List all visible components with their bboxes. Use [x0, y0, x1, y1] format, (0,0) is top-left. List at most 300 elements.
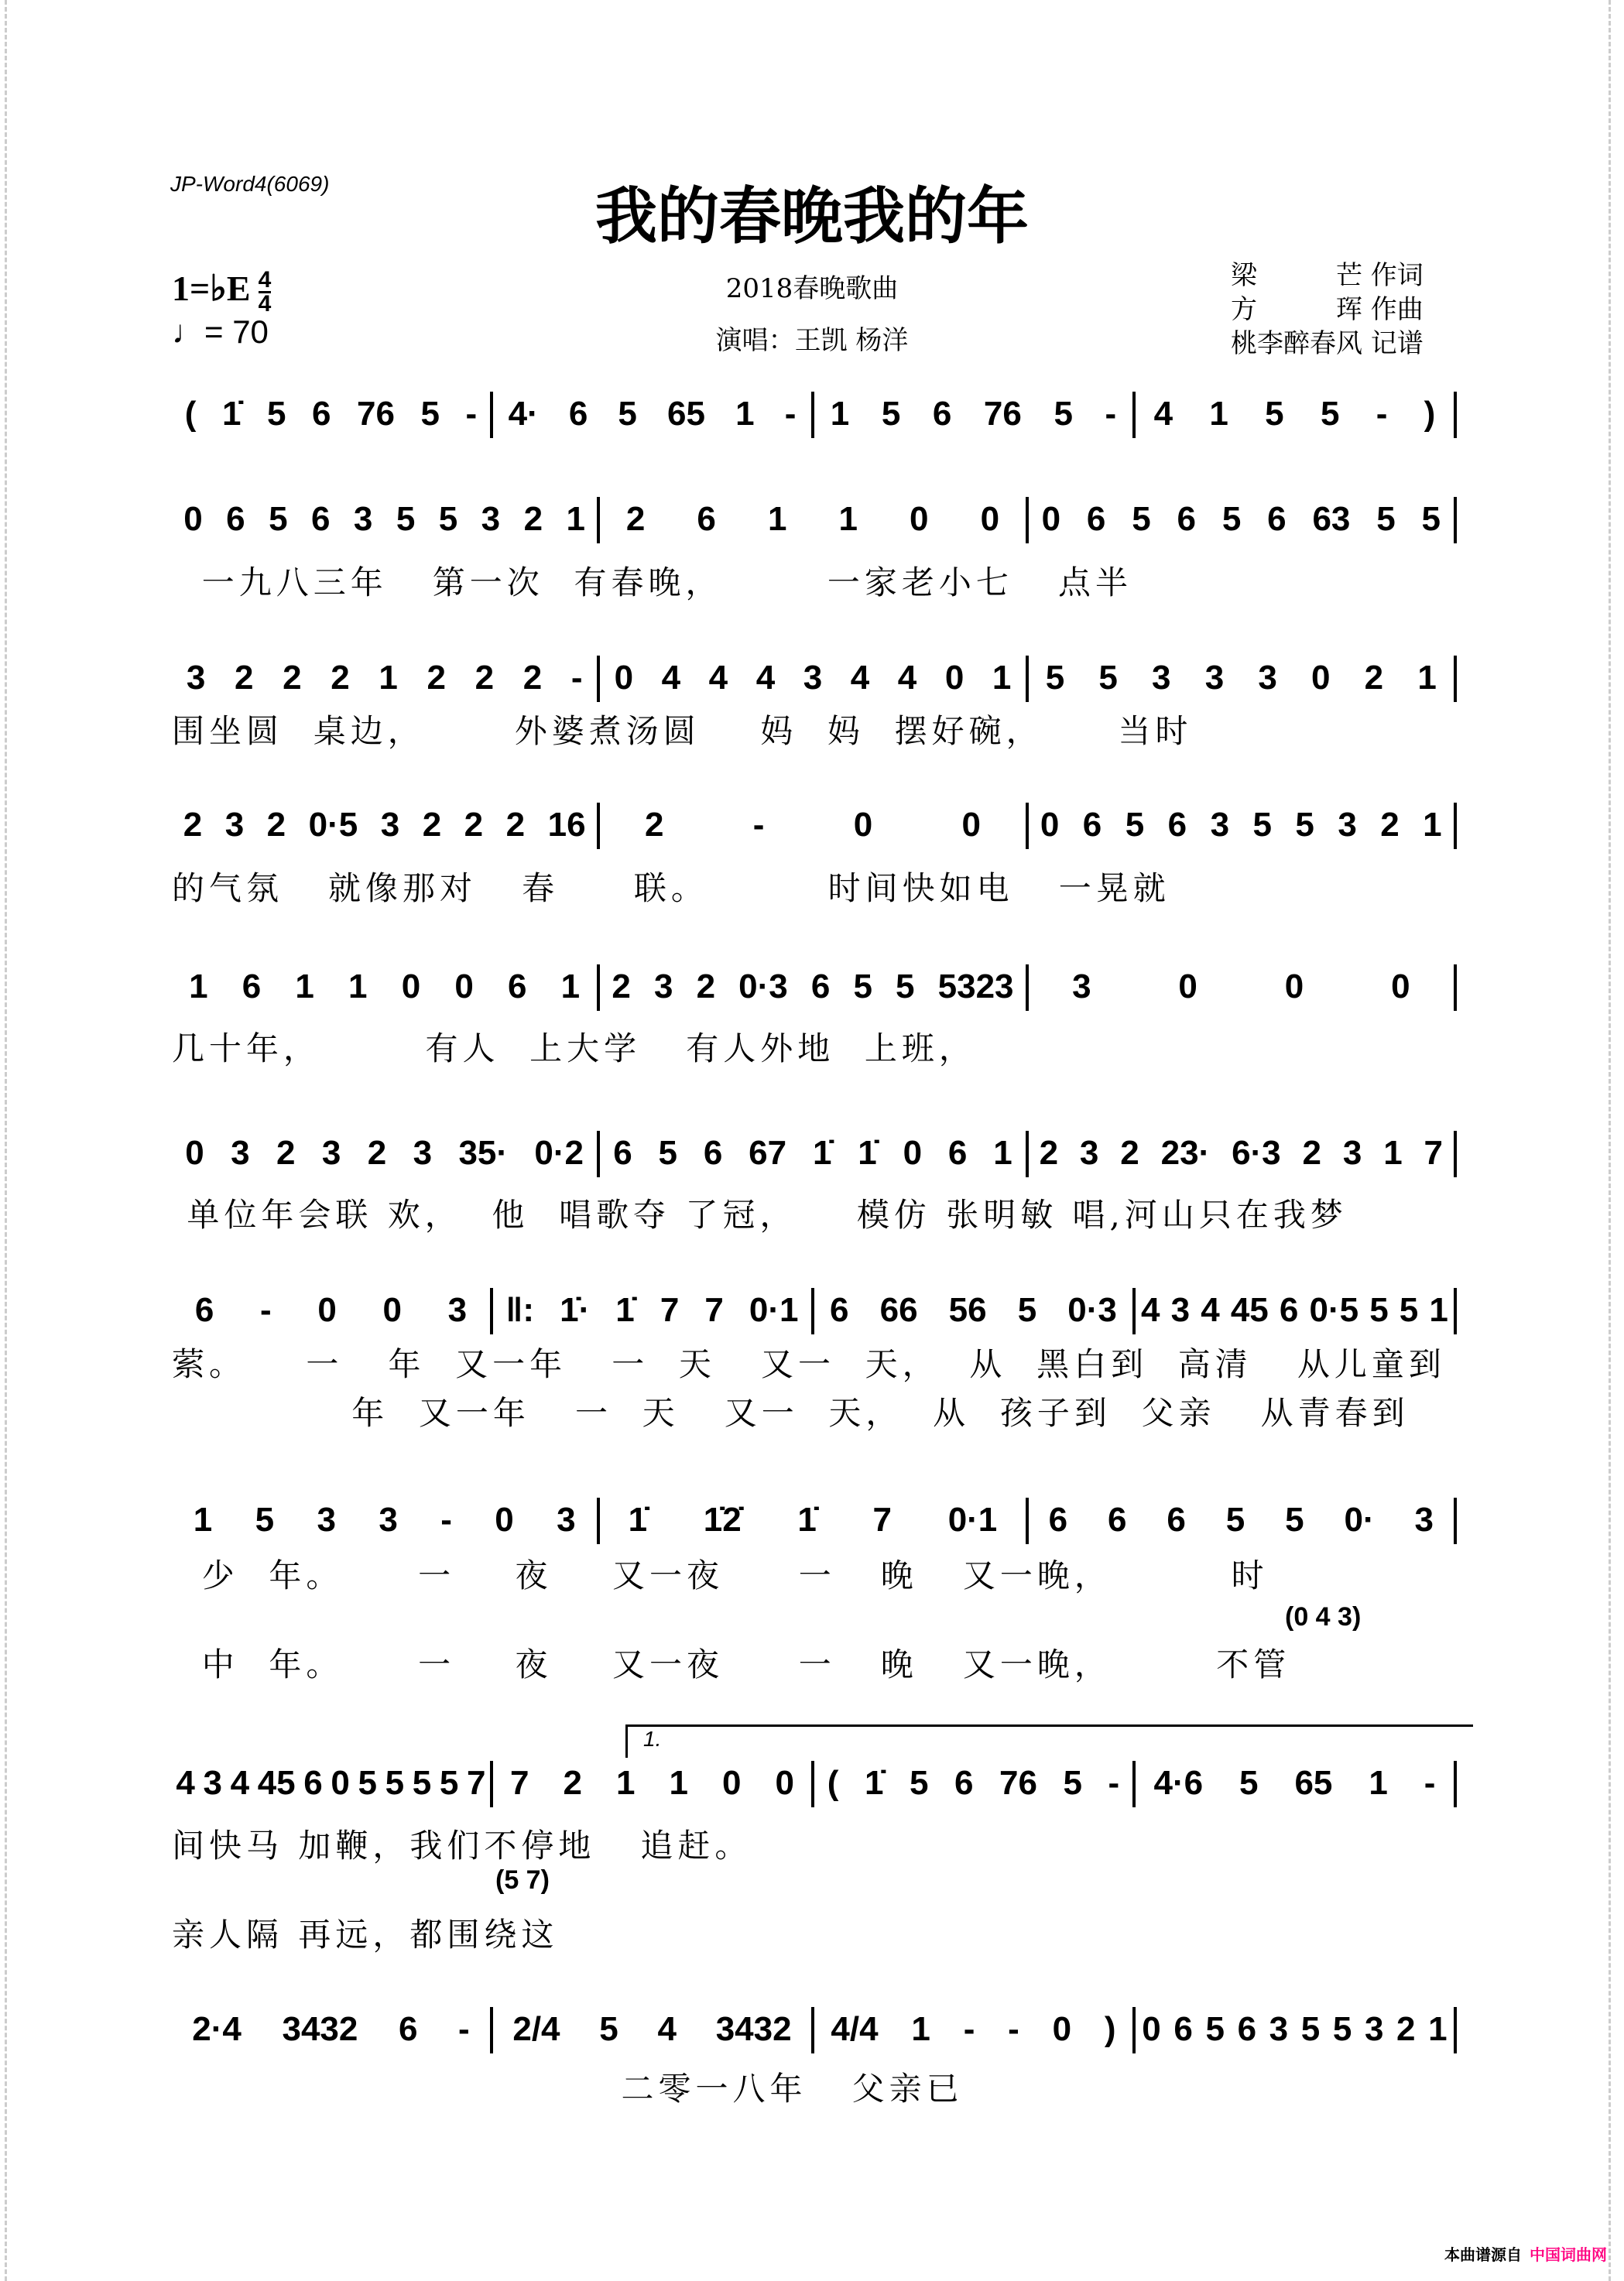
note: 3 [380, 805, 400, 844]
performers: 演唱：王凯 杨洋 [715, 325, 909, 356]
note: 3 [1079, 1133, 1099, 1172]
note: 3432 [282, 2009, 358, 2048]
measure [600, 497, 1028, 543]
note: 0 [382, 1290, 402, 1329]
note: 0·3 [738, 967, 788, 1005]
note: 1 [1428, 2009, 1448, 2048]
score-system [172, 2007, 1457, 2053]
note: 2 [475, 658, 495, 697]
note: - [465, 394, 478, 433]
note: 63 [1312, 499, 1351, 538]
note: 3 [1269, 2009, 1289, 2048]
note: 4 [230, 1763, 250, 1802]
note: 6 [1177, 499, 1196, 538]
note: 3 [186, 658, 206, 697]
note: 2 [505, 805, 526, 844]
note: 5 [1300, 2009, 1321, 2048]
note: 0 [317, 1290, 337, 1329]
note: 5 [1017, 1290, 1037, 1329]
note: 67 [749, 1133, 787, 1172]
note: 3 [653, 967, 673, 1005]
note: 3 [1342, 1133, 1362, 1172]
note: 6 [310, 499, 331, 538]
note: 6 [303, 1763, 323, 1802]
note: 5 [1054, 394, 1073, 433]
note: 4/4 [831, 2009, 879, 2048]
note: 2 [234, 658, 254, 697]
note: 1 [566, 499, 585, 538]
note: 2 [563, 1763, 582, 1802]
note: 76 [983, 394, 1022, 433]
score-system [172, 1498, 1457, 1544]
measure [1029, 497, 1457, 543]
note: 6 [1173, 2009, 1193, 2048]
measure [172, 1498, 600, 1544]
note: 5 [599, 2009, 618, 2048]
note: 2 [1380, 805, 1400, 844]
note: 6 [1237, 2009, 1257, 2048]
note: 5 [1376, 499, 1396, 538]
note: 3 [1210, 805, 1230, 844]
note: - [458, 2009, 470, 2048]
note: 7 [1424, 1133, 1444, 1172]
note: 0 [1040, 805, 1060, 844]
note: 1 [1423, 805, 1442, 844]
measure [1029, 1131, 1457, 1177]
measure [1136, 1761, 1457, 1807]
note: 1 [992, 658, 1012, 697]
note: 35· [458, 1133, 509, 1172]
note: 56 [948, 1290, 987, 1329]
note: 6 [1048, 1500, 1068, 1539]
note: 0 [944, 658, 964, 697]
note: 66 [879, 1290, 918, 1329]
measure [600, 964, 1028, 1011]
note: 1̇2̇ [703, 1500, 742, 1539]
note: 0 [903, 1133, 923, 1172]
measure [814, 1761, 1136, 1807]
note: 65 [667, 394, 705, 433]
note: 76 [999, 1763, 1037, 1802]
note: 2 [464, 805, 484, 844]
note: 5 [1285, 1500, 1304, 1539]
note: 3 [447, 1290, 468, 1329]
note: 3 [353, 499, 373, 538]
note: 6 [810, 967, 831, 1005]
measure [172, 2007, 493, 2053]
note: 5 [439, 1763, 459, 1802]
note: 2 [1302, 1133, 1321, 1172]
note: 65 [1294, 1763, 1333, 1802]
lyric-line: 亲人隔 再远，都围绕这 [172, 1916, 559, 1954]
note: 5 [1098, 658, 1118, 697]
note: 6 [1082, 805, 1102, 844]
note: 1̇ [864, 1763, 884, 1802]
note: 2 [612, 967, 631, 1005]
note: 5 [1125, 805, 1145, 844]
score-system [172, 964, 1457, 1011]
note: 4 [1201, 1290, 1220, 1329]
measure [600, 803, 1028, 849]
note: 5 [658, 1133, 678, 1172]
note: 5 [1252, 805, 1272, 844]
note: 0 [1178, 967, 1197, 1005]
note: 1 [838, 499, 858, 538]
measure [814, 392, 1136, 438]
note: 5 [618, 394, 637, 433]
lyric-line: 二零一八年 父亲已 [172, 2070, 964, 2108]
note: 0 [1284, 967, 1304, 1005]
note: 0 [722, 1763, 742, 1802]
note: 5 [1320, 394, 1340, 433]
note: 3 [321, 1133, 341, 1172]
note: 3 [1258, 658, 1277, 697]
note: 0 [980, 499, 1000, 538]
note: 0 [853, 805, 873, 844]
note: 2 [331, 658, 350, 697]
note: 4·6 [1153, 1763, 1204, 1802]
note: 5 [1221, 499, 1242, 538]
note: 0 [183, 499, 203, 538]
note: 0 [454, 967, 474, 1005]
note: 45 [1230, 1290, 1269, 1329]
note: 16 [547, 805, 586, 844]
note: 4 [657, 2009, 677, 2048]
note: 0·5 [1309, 1290, 1359, 1329]
lyric-line: 单位年会联 欢， 他 唱歌夺 了冠， 模仿 张明敏 唱,河山只在我梦 [172, 1196, 1348, 1234]
note: 3 [557, 1500, 576, 1539]
note: 3 [379, 1500, 398, 1539]
note: 4 [1141, 1290, 1160, 1329]
note: 6 [398, 2009, 418, 2048]
note: 5 [881, 394, 901, 433]
score-system [172, 803, 1457, 849]
note: 2 [283, 658, 302, 697]
note: 5 [1265, 394, 1284, 433]
measure [1029, 656, 1457, 702]
note: 2/4 [512, 2009, 560, 2048]
time-sig-top: 4 [258, 266, 272, 293]
note: 6·3 [1232, 1133, 1281, 1172]
measure [493, 392, 814, 438]
transcriber: 桃李醉春风 记谱 [1231, 328, 1424, 359]
volta-bracket: 1. [625, 1724, 1473, 1758]
note: 6 [568, 394, 588, 433]
measure [493, 1761, 814, 1807]
lyric-line: 间快马 加鞭，我们不停地 追赶。 [172, 1827, 752, 1865]
note: 3 [1338, 805, 1357, 844]
lyric-line: 萦。 一 年 又一年 一 天 又一 天， 从 黑白到 高清 从儿童到 [172, 1345, 1446, 1383]
measure [172, 803, 600, 849]
note: 2 [183, 805, 203, 844]
note: 76 [357, 394, 395, 433]
note: 6 [1086, 499, 1106, 538]
tempo: ♩= 70 [172, 313, 269, 350]
note: 5 [909, 1763, 929, 1802]
note: 3 [1072, 967, 1091, 1005]
score-system [172, 392, 1457, 438]
note: 3 [1414, 1500, 1434, 1539]
measure [600, 1498, 1028, 1544]
note: 3 [231, 1133, 250, 1172]
note: 1 [1209, 394, 1228, 433]
note: 45 [257, 1763, 296, 1802]
note: 6 [311, 394, 331, 433]
note: 5 [1399, 1290, 1419, 1329]
note: 1 [193, 1500, 213, 1539]
note: 5 [853, 967, 872, 1005]
note: 7 [704, 1290, 724, 1329]
note: 6 [1107, 1500, 1127, 1539]
note: - [1105, 394, 1117, 433]
note: 6 [1267, 499, 1287, 538]
note: 1 [993, 1133, 1012, 1172]
note: 2 [1120, 1133, 1139, 1172]
lyric-line: 少 年。 一 夜 又一夜 一 晚 又一晚， 时 [172, 1557, 1269, 1594]
note: 0 [1052, 2009, 1072, 2048]
score-system [172, 1761, 1457, 1807]
lyric-line: 的气氛 就像那对 春 联。 时间快如电 一晃就 [172, 869, 1170, 907]
note: 5 [1063, 1763, 1082, 1802]
note: 6 [954, 1763, 974, 1802]
measure [493, 1288, 814, 1334]
note: 3 [224, 805, 245, 844]
note: 6 [194, 1290, 214, 1329]
note: 3 [1152, 658, 1171, 697]
measure [814, 1288, 1136, 1334]
software-label: JP-Word4(6069) [170, 172, 330, 196]
note: 5 [269, 499, 288, 538]
note: 3 [1204, 658, 1225, 697]
note: 6 [697, 499, 716, 538]
note: 5 [396, 499, 416, 538]
note: - [963, 2009, 975, 2048]
note: 5 [1132, 499, 1151, 538]
lyric-line: 几十年， 有人 上大学 有人外地 上班， [172, 1029, 976, 1067]
measure [1136, 392, 1457, 438]
note: 7 [510, 1763, 529, 1802]
note: 1 [348, 967, 368, 1005]
note: 4 [1153, 394, 1173, 433]
measure [172, 392, 493, 438]
note: 4 [176, 1763, 195, 1802]
note: 0 [1041, 499, 1061, 538]
note: 2 [266, 805, 286, 844]
note: 2 [523, 499, 543, 538]
note: 3 [803, 658, 823, 697]
measure [172, 1761, 493, 1807]
measure [600, 656, 1028, 702]
note: 0· [1344, 1500, 1375, 1539]
score-system [172, 1288, 1457, 1334]
note: 3 [413, 1133, 433, 1172]
footer-source: 本曲谱源自 [1444, 2245, 1522, 2264]
note: 5 [1421, 499, 1441, 538]
measure [493, 2007, 814, 2053]
measure [172, 964, 600, 1011]
lyric-line: 围坐圆 桌边， 外婆煮汤圆 妈 妈 摆好碗， 当时 [172, 712, 1193, 750]
note: ‖: [505, 1290, 535, 1329]
note: 1̇ [797, 1500, 817, 1539]
note: 6 [226, 499, 245, 538]
note: 6 [947, 1133, 968, 1172]
note: 1̇ [858, 1133, 877, 1172]
note: 1 [560, 967, 581, 1005]
note: 5 [1239, 1763, 1259, 1802]
note: 7 [872, 1500, 893, 1539]
composer: 方 珲 作曲 [1231, 294, 1424, 325]
note: 2 [644, 805, 664, 844]
note: 0·5 [308, 805, 358, 844]
measure [172, 1288, 493, 1334]
note: 1 [735, 394, 755, 433]
note: 1 [379, 658, 398, 697]
note: 3 [317, 1500, 336, 1539]
lyricist: 梁 芒 作词 [1231, 260, 1424, 291]
note: 1̇ [628, 1500, 648, 1539]
note: 1 [1417, 658, 1437, 697]
note: 6 [508, 967, 527, 1005]
alternate-notes: (0 4 3) [1285, 1602, 1362, 1632]
measure [1136, 2007, 1457, 2053]
note: 5 [358, 1763, 378, 1802]
note: 3 [1170, 1290, 1191, 1329]
note: 2 [1364, 658, 1384, 697]
note: 0 [1391, 967, 1410, 1005]
note: 2·4 [192, 2009, 242, 2048]
note: 2 [696, 967, 716, 1005]
note: - [1376, 394, 1388, 433]
note: 7 [660, 1290, 680, 1329]
note: 5323 [937, 967, 1014, 1005]
note: 5 [438, 499, 458, 538]
note: 2 [367, 1133, 387, 1172]
note: 6 [932, 394, 952, 433]
note: 1̇ [221, 394, 242, 433]
note: 6 [1167, 1500, 1186, 1539]
note: 1 [830, 394, 850, 433]
note: 2 [422, 805, 442, 844]
note: 2 [276, 1133, 296, 1172]
measure [172, 656, 600, 702]
note: 1 [189, 967, 208, 1005]
note: 5 [1205, 2009, 1225, 2048]
subtitle: 2018春晚歌曲 [725, 273, 899, 304]
note: 1̇ [615, 1290, 635, 1329]
note: 0 [1311, 658, 1331, 697]
note: 4 [708, 658, 728, 697]
note: 6 [1167, 805, 1187, 844]
note: - [259, 1290, 272, 1329]
score-system [172, 497, 1457, 543]
note: 1 [295, 967, 314, 1005]
note: 7 [467, 1763, 486, 1802]
alternate-notes: (5 7) [495, 1865, 550, 1895]
note: ) [1424, 394, 1436, 433]
note: 0 [961, 805, 981, 844]
note: 5 [1369, 1290, 1389, 1329]
note: 2 [625, 499, 646, 538]
measure [172, 1131, 600, 1177]
note: 5 [266, 394, 286, 433]
note: - [752, 805, 765, 844]
note: 5 [385, 1763, 405, 1802]
note: ( [184, 394, 197, 433]
note: 1 [1369, 1763, 1388, 1802]
measure [814, 2007, 1136, 2053]
note: 0·1 [947, 1500, 998, 1539]
note: 6 [613, 1133, 632, 1172]
note: 0 [401, 967, 421, 1005]
note: 0 [1142, 2009, 1161, 2048]
note: 0·3 [1067, 1290, 1117, 1329]
note: 2 [1396, 2009, 1416, 2048]
note: 0 [495, 1500, 514, 1539]
note: 4 [661, 658, 681, 697]
note: ( [827, 1763, 839, 1802]
note: 1̇· [560, 1290, 591, 1329]
note: 3432 [715, 2009, 792, 2048]
page-title: 我的春晚我的年 [595, 180, 1029, 252]
note: 5 [1225, 1500, 1245, 1539]
note: - [784, 394, 797, 433]
measure [600, 1131, 1028, 1177]
note: 0 [910, 499, 929, 538]
score-system [172, 1131, 1457, 1177]
note: 1 [911, 2009, 930, 2048]
measure [172, 497, 600, 543]
note: 0 [614, 658, 634, 697]
note: 0 [775, 1763, 794, 1802]
note: 23· [1160, 1133, 1211, 1172]
note: 5 [420, 394, 440, 433]
note: 0 [331, 1763, 350, 1802]
footer-site: 中国词曲网 [1530, 2245, 1607, 2264]
note: 5 [1332, 2009, 1352, 2048]
note: - [570, 658, 583, 697]
note: ) [1104, 2009, 1116, 2048]
lyric-line: 一九八三年 第一次 有春晚， 一家老小七 点半 [172, 563, 1132, 601]
note: 3 [203, 1763, 222, 1802]
note: 2 [522, 658, 543, 697]
note: 4 [897, 658, 917, 697]
measure [1029, 964, 1457, 1011]
note: 5 [1295, 805, 1314, 844]
measure [1029, 803, 1457, 849]
note: 1 [1383, 1133, 1403, 1172]
measure [1029, 1498, 1457, 1544]
note: 1 [1429, 1290, 1448, 1329]
note: - [1008, 2009, 1019, 2048]
score-system [172, 656, 1457, 702]
note: 5 [412, 1763, 432, 1802]
note: 2 [427, 658, 446, 697]
note: 5 [255, 1500, 275, 1539]
note: 1 [616, 1763, 636, 1802]
note: 1 [767, 499, 787, 538]
time-sig-bottom: 4 [258, 290, 272, 317]
note: 4 [850, 658, 870, 697]
note: 4· [508, 394, 539, 433]
note: - [1108, 1763, 1120, 1802]
note: 1 [669, 1763, 688, 1802]
lyric-line: 年 又一年 一 天 又一 天， 从 孩子到 父亲 从青春到 [172, 1394, 1410, 1432]
note: 6 [703, 1133, 723, 1172]
note: 0·1 [749, 1290, 799, 1329]
note: - [1424, 1763, 1436, 1802]
note: 5 [1045, 658, 1065, 697]
note: 6 [1279, 1290, 1299, 1329]
